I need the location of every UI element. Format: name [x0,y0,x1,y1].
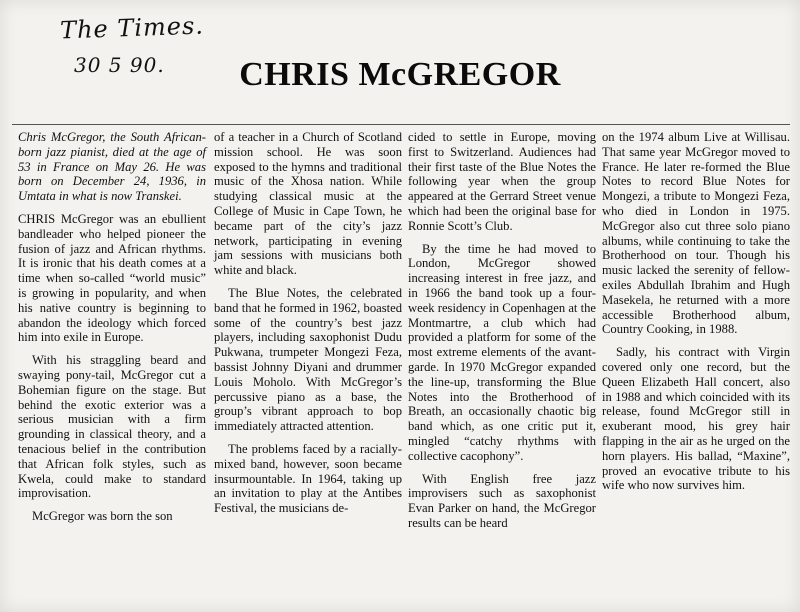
body-paragraph: on the 1974 album Live at Willisau. That same year McGregor moved to France. He later re-formed the Blue Notes to record Blue Notes for Mongezi, a tribute to Mongezi Feza, who died in London in 1975. McGregor also cut three solo piano albums, while continuing to take the Brotherhood on tour. Though his music lacked the serenity of fellow-exiles Abdullah Ibrahim and Hugh Masekela, he returned with a more accessible Brotherhood album, Country Cooking, in 1988. [602,130,790,337]
body-paragraph: of a teacher in a Church of Scotland mission school. He was soon exposed to the hymns and traditional music of the Xhosa nation. While studying classical music at the College of Music in Cape Town, he became part of the city’s jazz network, participating in evening jam sessions with musicians both white and black. [214,130,402,278]
handwritten-date: 30 5 90. [74,53,165,77]
handwritten-source: The Times. [59,11,205,45]
body-paragraph: CHRIS McGregor was an ebullient bandleader who helped pioneer the fusion of jazz and African rhythms. It is ironic that his death comes at a time when so-called “world music” is growing in popularity, and when his native country is beginning to abandon the ideology which forced him into exile in Europe. [18,211,206,345]
body-paragraph: The Blue Notes, the celebrated band that he formed in 1962, boasted some of the country’s best jazz players, including saxophonist Dudu Pukwana, trumpeter Mongezi Feza, bassist Johnny Diyani and drummer Louis Moholo. With McGregor’s percussive piano as a base, the group’s vibrant approach to bop immediately attracted attention. [214,285,402,434]
body-paragraph: With his straggling beard and swaying pony-tail, McGregor cut a Bohemian figure on the stage. But behind the exotic exterior was a serious musician with a firm grounding in classical theory, and a tenacious belief in the contribution that African folk styles, such as Kwela, could make to standard improvisation. [18,353,206,501]
obituary-headline: CHRIS McGREGOR [239,56,561,93]
body-paragraph: The problems faced by a racially-mixed band, however, soon became insurmountable. In 1964, taking up an invitation to play at the Antibes Festival, the musicians de- [214,441,402,516]
body-paragraph: Sadly, his contract with Virgin covered only one record, but the Queen Elizabeth Hall concert, also in 1988 and which coincided with its release, found McGregor still in exuberant mood, his grey hair flapping in the air as he urged on the horn players. His ballad, “Maxine”, proved an evocative tribute to his wife who now survives him. [602,345,790,493]
column-3 [408,130,596,539]
intro-paragraph: Chris McGregor, the South African-born jazz pianist, died at the age of 53 in France on May 26. He was born on December 24, 1936, in Umtata in what is now Transkei. [18,130,206,204]
body-paragraph: cided to settle in Europe, moving first to Switzerland. Audiences had their first taste of the Blue Notes the following year when the group appeared at the Gerrard Street venue which had been the original base for Ronnie Scott’s Club. [408,130,596,233]
body-paragraph: McGregor was born the son [32,509,173,524]
body-paragraph: With English free jazz improvisers such as saxophonist Evan Parker on hand, the McGregor results can be heard [408,471,596,530]
body-paragraph: By the time he had moved to London, McGregor showed increasing interest in free jazz, and in 1966 the band took up a four-week residency in Copenhagen at the Montmartre, a club which had provided a platform for some of the most extreme elements of the avant-garde. In 1970 McGregor expanded the line-up, transforming the Blue Notes into the Brotherhood of Breath, an occasionally chaotic big band which, as one critic put it, mingled “catchy rhythms with collective cacophony”. [408,241,596,463]
column-1 [18,130,206,532]
headline-rule [12,124,790,125]
column-4 [602,130,790,501]
column-2 [214,130,402,524]
